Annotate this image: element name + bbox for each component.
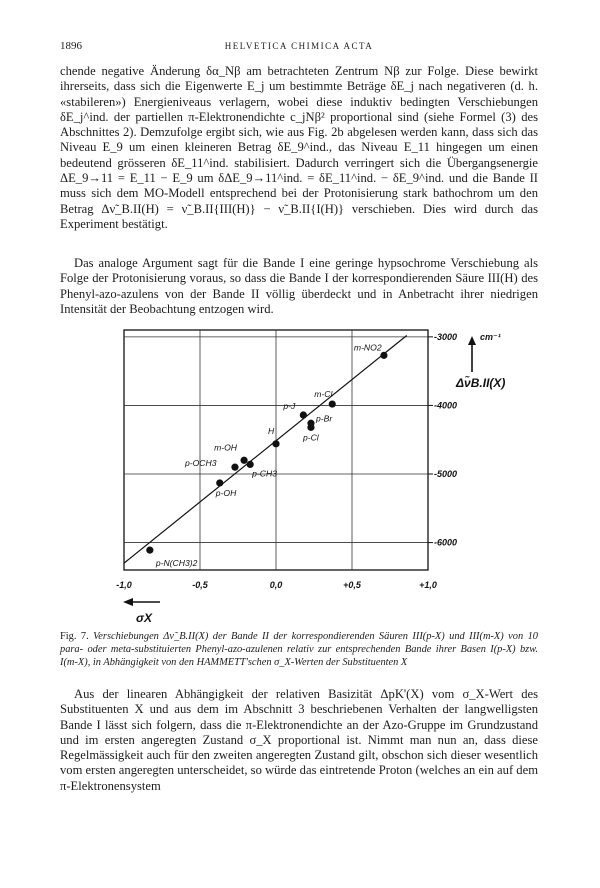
data-point-label: H xyxy=(268,425,275,436)
data-point-label: p-OH xyxy=(215,487,237,498)
data-point xyxy=(146,547,153,554)
y-axis-title: Δν̃B.II(X) xyxy=(456,376,506,390)
y-unit-label: cm⁻¹ xyxy=(480,331,501,342)
x-tick-label: -1,0 xyxy=(116,580,132,590)
x-tick-label: 0,0 xyxy=(269,580,283,590)
chart-svg xyxy=(100,320,560,630)
data-point-label: p-OCH3 xyxy=(184,458,217,469)
caption-label: Fig. 7. xyxy=(60,631,89,642)
regression-line xyxy=(124,335,407,563)
journal-title: HELVETICA CHIMICA ACTA xyxy=(224,41,374,51)
data-point-label: p-J xyxy=(283,401,296,412)
data-point-label: m-Cl xyxy=(314,389,333,400)
data-point xyxy=(231,464,238,471)
y-tick-label: -3000 xyxy=(434,331,458,342)
caption-text: Verschiebungen Δν̃_B.II(X) der Bande II der korrespondierenden Säuren III(p-X) und III(m-X) von 10 para- oder meta-substituierten Phenyl-azo-azulenen relativ zur entsprechenden Bande ihrer Basen I(p-X) bzw. I(m-X), in Abhängigkeit von den HAMMETT'schen σ_X-Werten der Substituenten X xyxy=(60,631,538,668)
data-point xyxy=(307,420,314,427)
data-point xyxy=(272,440,279,447)
data-point-label: m-NO2 xyxy=(353,342,382,353)
page-header xyxy=(60,40,538,54)
figure-caption xyxy=(60,630,538,669)
page-number: 1896 xyxy=(60,40,82,52)
paragraph-3: Aus der linearen Abhängigkeit der relativen Basizität ΔpK'(X) vom σ_X-Wert des Substituenten X und aus dem im Abschnitt 3 beschriebenen Verhalten der langwelligsten Bande I lässt sich folgern, dass die π-Elektronendichte an der Azo-Gruppe im Grundzustand und im ersten angeregten Zustand σ_X proportional ist. Nimmt man nun an, dass diese Regelmässigkeit auch für den zweiten angeregten Zustand gilt, obschon sich dieser wesentlich vom ersten angeregten unterscheidet, so würde das eintretende Proton (welches an ein auf dem π-Elektronensystem xyxy=(60,687,538,793)
x-axis-arrow-head xyxy=(123,598,133,606)
figure-7-chart xyxy=(100,320,560,630)
x-tick-label: +0,5 xyxy=(343,580,361,590)
data-point xyxy=(240,457,247,464)
y-tick-label: -5000 xyxy=(434,469,458,479)
x-tick-label: +1,0 xyxy=(419,580,437,590)
data-point xyxy=(329,400,336,407)
data-point xyxy=(300,411,307,418)
paragraph-2: Das analoge Argument sagt für die Bande I eine geringe hypsochrome Verschiebung als Folge der Protonisierung voraus, so dass die Bande I der korrespondierenden Säure III(H) des Phenyl-azo-azulens von der Bande II völlig überdeckt und in Anbetracht ihrer niedrigen Intensität der Beobachtung entzogen wird. xyxy=(60,256,538,316)
data-point xyxy=(247,461,254,468)
data-point xyxy=(380,352,387,359)
data-point xyxy=(216,479,223,486)
x-tick-label: -0,5 xyxy=(192,580,208,590)
data-point-label: p-N(CH3)2 xyxy=(155,558,198,569)
y-tick-label: -6000 xyxy=(434,537,458,548)
paragraph-1: chende negative Änderung δα_Nβ am betrachteten Zentrum Nβ zur Folge. Diese bewirkt ihrerseits, dass sich die Eigenwerte E_j um bestimmte Beträge δE_j nach negativeren (d. h. «stabileren») Energieniveaus verlagern, wobei diese induktiv bedingten Verschiebungen δE_j^ind. der partiellen π-Elektronendichte c_jNβ² proportional sind (siehe Formel (3) des Abschnittes 2). Demzufolge ergibt sich, wie aus Fig. 2b abgelesen werden kann, dass sich das Niveau E_9 um einen kleineren Betrag δE_9^ind., das Niveau E_11 hingegen um einen bedeutend grösseren δE_11^ind. stabilisiert. Dadurch verringert sich die Übergangsenergie ΔE_9→11 = E_11 − E_9 um δΔE_9→11^ind. = δE_11^ind. − δE_9^ind. und die Bande II muss sich dem MO-Modell entsprechend bei der Protonisierung stark bathochrom um den Betrag Δν̃_B.II(H) = ν̃_B.II{III(H)} − ν̃_B.II{I(H)} verschieben. Dies wird durch das Experiment bestätigt. xyxy=(60,64,538,231)
data-point-label: m-OH xyxy=(214,442,238,453)
y-axis-arrow-head xyxy=(468,336,476,345)
data-point-label: p-CH3 xyxy=(252,468,278,479)
data-point-label: p-Cl xyxy=(302,432,319,443)
x-axis-title: σX xyxy=(136,611,152,625)
y-tick-label: -4000 xyxy=(434,400,458,411)
data-point-label: p-Br xyxy=(315,413,333,424)
